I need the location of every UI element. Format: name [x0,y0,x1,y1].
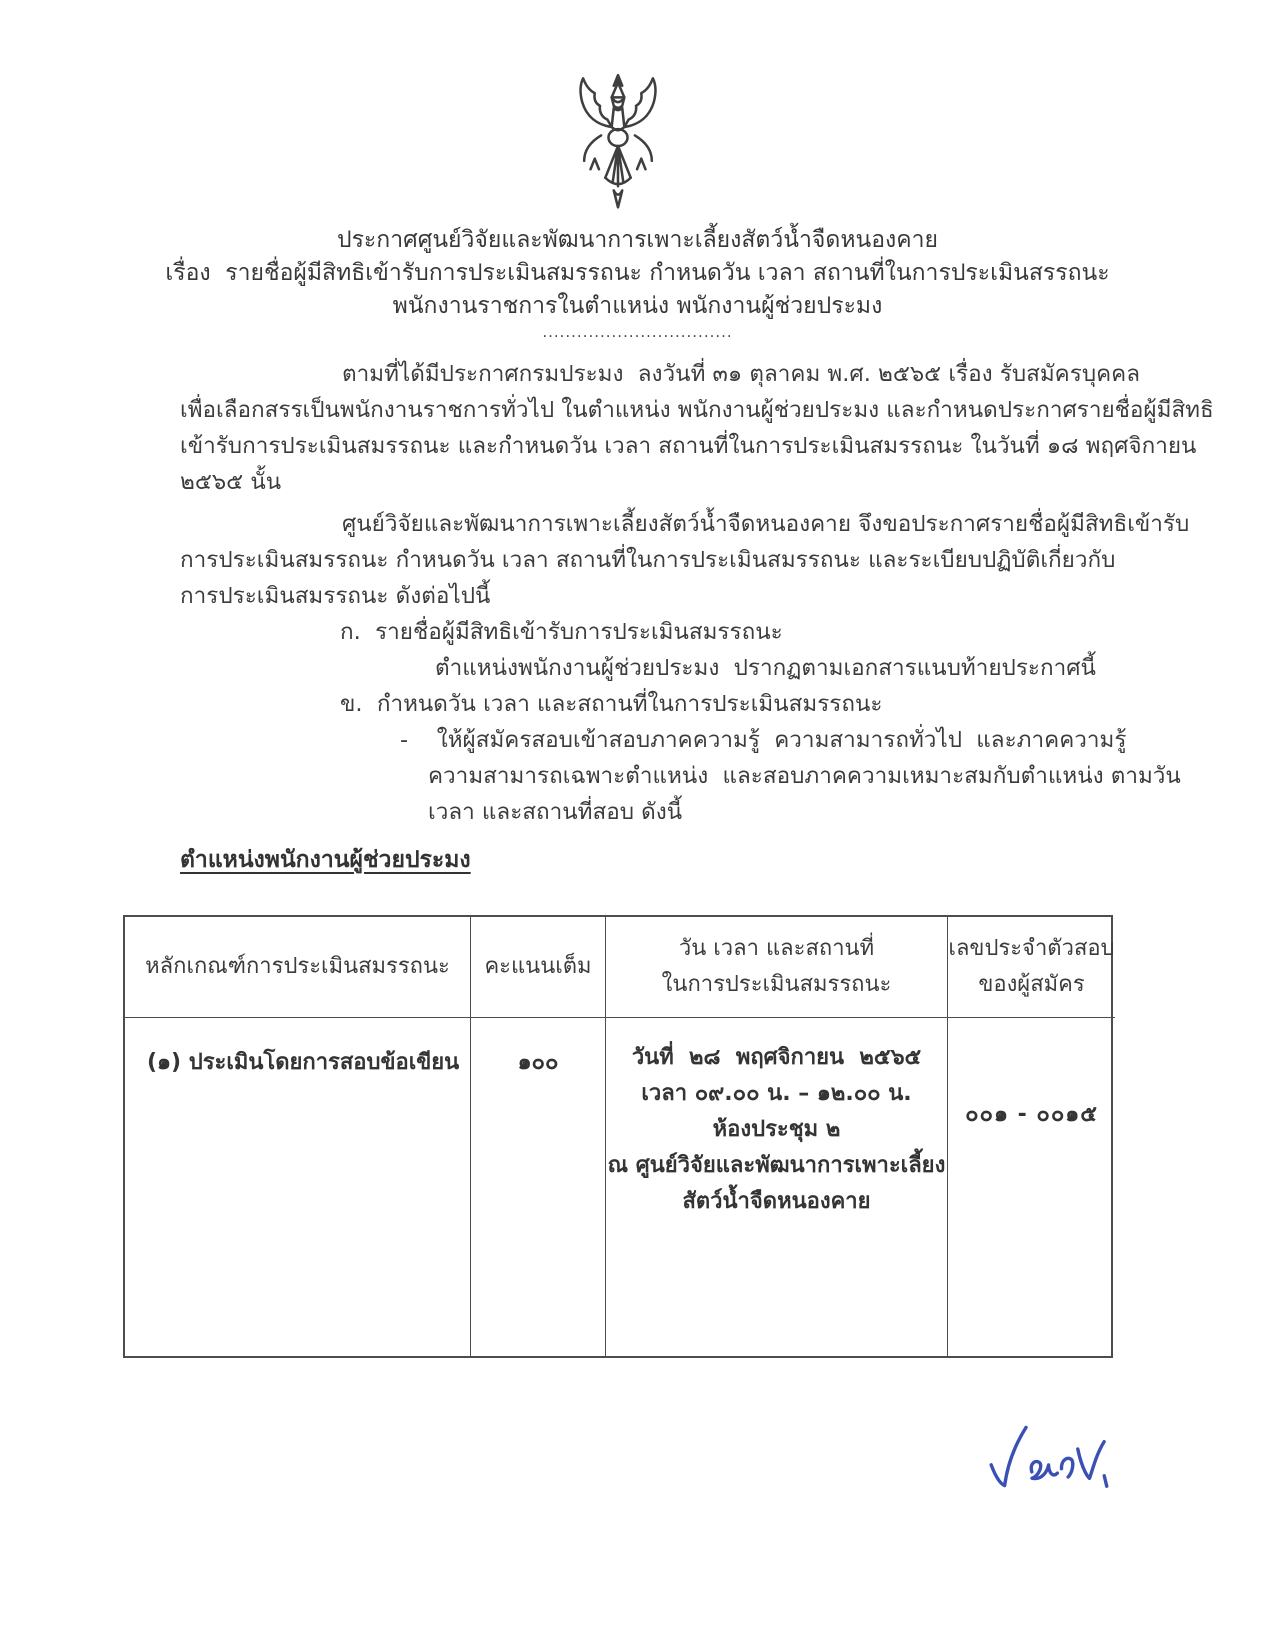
title-divider-dots: ................................. [542,323,733,341]
table-cell-score: ๑๐๐ [470,1017,605,1356]
schedule-place-line2: สัตว์น้ำจืดหนองคาย [682,1189,871,1214]
body-line: การประเมินสมรรถนะ ดังต่อไปนี้ [180,583,491,609]
table-header-schedule-line2: ในการประเมินสมรรถนะ [661,972,892,997]
schedule-place-line: ณ ศูนย์วิจัยและพัฒนาการเพาะเลี้ยง [607,1153,946,1178]
garuda-emblem-icon [552,72,684,220]
dash-item: - ให้ผู้สมัครสอบเข้าสอบภาคความรู้ ความสามารถทั่วไป และภาคความรู้ [400,727,1127,753]
table-header-score-label: คะแนนเต็ม [484,954,592,979]
announcement-title-block [0,224,1275,323]
table-header-applicant-number [947,917,1115,1017]
body-line: การประเมินสมรรถนะ กำหนดวัน เวลา สถานที่ในการประเมินสมรรถนะ และระเบียบปฏิบัติเกี่ยวกับ [180,547,1116,573]
table-header-applicant-line2: ของผู้สมัคร [978,972,1085,997]
table-cell-criteria: (๑) ประเมินโดยการสอบข้อเขียน [125,1017,470,1356]
body-line: ๒๕๖๕ นั้น [180,469,282,495]
document-body [180,356,1214,830]
position-section-heading: ตำแหน่งพนักงานผู้ช่วยประมง [180,847,471,873]
table-header-schedule [605,917,947,1017]
body-line: เพื่อเลือกสรรเป็นพนักงานราชการทั่วไป ในตำแหน่ง พนักงานผู้ช่วยประมง และกำหนดประกาศรายชื่อผู้มีสิทธิ [180,397,1214,423]
list-subitem: ตำแหน่งพนักงานผู้ช่วยประมง ปรากฏตามเอกสารแนบท้ายประกาศนี้ [435,655,1096,681]
signature-ink-mark [981,1417,1134,1507]
body-line: เข้ารับการประเมินสมรรถนะ และกำหนดวัน เวลา สถานที่ในการประเมินสมรรถนะ ในวันที่ ๑๘ พฤศจิกายน [180,433,1197,459]
announcement-org-line: ประกาศศูนย์วิจัยและพัฒนาการเพาะเลี้ยงสัตว์น้ำจืดหนองคาย [336,227,939,253]
schedule-time-line: เวลา ๐๙.๐๐ น. – ๑๒.๐๐ น. [641,1081,912,1106]
exam-schedule-table [123,915,1113,1358]
table-header-criteria [125,917,470,1017]
body-line: ศูนย์วิจัยและพัฒนาการเพาะเลี้ยงสัตว์น้ำจืดหนองคาย จึงขอประกาศรายชื่อผู้มีสิทธิเข้ารับ [342,511,1190,537]
table-header-criteria-label: หลักเกณฑ์การประเมินสมรรถนะ [145,954,450,979]
body-line: ตามที่ได้มีประกาศกรมประมง ลงวันที่ ๓๑ ตุลาคม พ.ศ. ๒๕๖๕ เรื่อง รับสมัครบุคคล [342,361,1140,387]
list-item-kho: ข. กำหนดวัน เวลา และสถานที่ในการประเมินสมรรถนะ [340,691,883,717]
table-cell-schedule [605,1017,947,1356]
dash-item-continuation: ความสามารถเฉพาะตำแหน่ง และสอบภาคความเหมาะสมกับตำแหน่ง ตามวัน [428,763,1181,789]
table-header-score [470,917,605,1017]
list-item-ka: ก. รายชื่อผู้มีสิทธิเข้ารับการประเมินสมรรถนะ [340,619,783,645]
table-cell-applicant-numbers: ๐๐๑ - ๐๐๑๕ [947,1017,1115,1356]
table-header-applicant-line1: เลขประจำตัวสอบ [948,936,1115,961]
announcement-position-line: พนักงานราชการในตำแหน่ง พนักงานผู้ช่วยประมง [392,293,883,319]
schedule-date-line: วันที่ ๒๘ พฤศจิกายน ๒๕๖๕ [631,1045,922,1070]
schedule-room-line: ห้องประชุม ๒ [712,1117,841,1142]
announcement-subject-line: เรื่อง รายชื่อผู้มีสิทธิเข้ารับการประเมินสมรรถนะ กำหนดวัน เวลา สถานที่ในการประเมินสรรถนะ [165,260,1110,286]
table-header-schedule-line1: วัน เวลา และสถานที่ [678,936,875,961]
dash-item-continuation: เวลา และสถานที่สอบ ดังนี้ [428,799,683,825]
